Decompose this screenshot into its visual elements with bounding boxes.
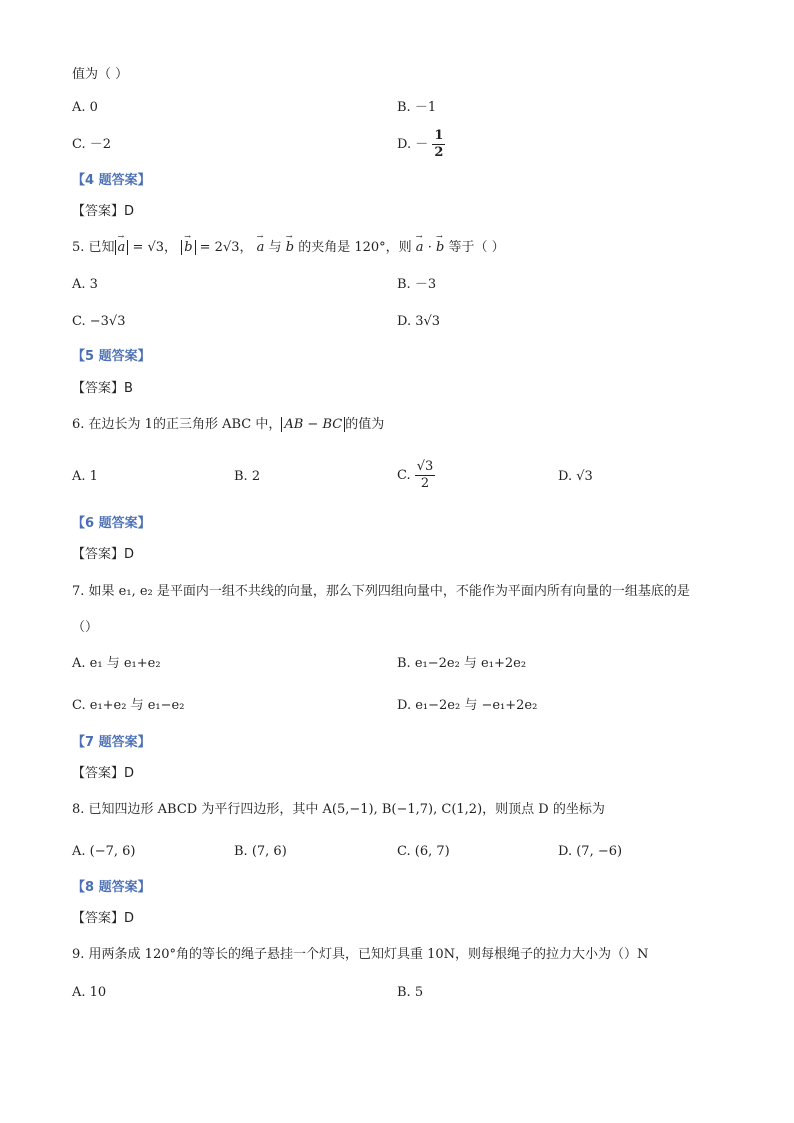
- q4-d-numerator: 1: [434, 128, 444, 143]
- q7-answer: 【答案】D: [72, 766, 135, 781]
- q4-d-denominator: 2: [434, 145, 444, 160]
- q7-paren: （）: [72, 620, 99, 635]
- q5-mid: 与: [268, 240, 282, 255]
- q5-vector-b-3: → b: [436, 239, 444, 257]
- q5-eq1: = √3，: [132, 240, 178, 255]
- q6-option-a: A. 1: [72, 469, 98, 484]
- q5-option-c: C. −3√3: [72, 314, 126, 329]
- q6-stem-1: 6. 在边长为 1的正三角形 ABC 中，: [72, 417, 282, 432]
- q7-answer-header: 【7 题答案】: [72, 735, 151, 750]
- q7-option-d: D. e₁−2e₂ 与 −e₁+2e₂: [397, 698, 538, 713]
- q8-option-a: A. (−7, 6): [72, 844, 136, 859]
- q7-option-b: B. e₁−2e₂ 与 e₁+2e₂: [397, 656, 527, 671]
- q7-option-c: C. e₁+e₂ 与 e₁−e₂: [72, 698, 185, 713]
- q5-vector-a-2: → a: [257, 239, 265, 257]
- q8-answer-header: 【8 题答案】: [72, 880, 151, 895]
- q6-answer: 【答案】D: [72, 547, 135, 562]
- q8-option-b: B. (7, 6): [234, 844, 287, 859]
- q8-option-d: D. (7, −6): [558, 844, 623, 859]
- q6-c-numerator: √3: [416, 459, 434, 474]
- q5-end: 等于（ ）: [448, 240, 505, 255]
- q7-stem: 7. 如果 e₁, e₂ 是平面内一组不共线的向量，那么下列四组向量中，不能作为平面内所有向量的一组基底的是: [72, 584, 690, 599]
- q5-vector-b: → b: [184, 239, 192, 257]
- q4-option-b: B. －1: [397, 100, 437, 115]
- q6-option-c: [397, 456, 435, 496]
- q6-stem-2: 的值为: [345, 417, 385, 432]
- q5-option-b: B. －3: [397, 277, 437, 292]
- q5-dot: ·: [427, 240, 432, 255]
- q5-eq2: = 2√3，: [199, 240, 253, 255]
- q4-answer-header: 【4 题答案】: [72, 173, 151, 188]
- q5-mid2: 的夹角是 120°，则: [298, 240, 412, 255]
- q6-stem: [72, 416, 384, 434]
- q8-stem: 8. 已知四边形 ABCD 为平行四边形，其中 A(5,−1), B(−1,7), C(1,2)，则顶点 D 的坐标为: [72, 802, 605, 817]
- q4-option-a: A. 0: [72, 100, 98, 115]
- q6-option-b: B. 2: [234, 469, 261, 484]
- q5-stem: [72, 239, 505, 257]
- q7-option-a: A. e₁ 与 e₁+e₂: [72, 656, 161, 671]
- q5-vector-a-3: → a: [416, 239, 424, 257]
- q9-option-b: B. 5: [397, 985, 424, 1000]
- q8-answer: 【答案】D: [72, 911, 135, 926]
- q5-option-a: A. 3: [72, 277, 98, 292]
- q5-vector-a: → a: [118, 239, 126, 257]
- q5-answer-header: 【5 题答案】: [72, 349, 151, 364]
- q5-vector-b-2: → b: [286, 239, 294, 257]
- q6-option-d: D. √3: [558, 469, 593, 484]
- q8-option-c: C. (6, 7): [397, 844, 450, 859]
- q6-expression: AB − BC: [281, 417, 345, 432]
- q4-option-d-prefix: D. －: [397, 137, 429, 152]
- q4-answer: 【答案】D: [72, 204, 135, 219]
- q4-stem-tail: 值为（ ）: [72, 67, 129, 82]
- q4-option-d: [397, 128, 445, 162]
- q6-c-denominator: 2: [420, 476, 430, 491]
- q9-stem: 9. 用两条成 120°角的等长的绳子悬挂一个灯具，已知灯具重 10N，则每根绳子的拉力大小为（）N: [72, 947, 649, 962]
- q5-number: 5. 已知: [72, 240, 115, 255]
- q5-answer: 【答案】B: [72, 381, 133, 396]
- q5-option-d: D. 3√3: [397, 314, 441, 329]
- q6-answer-header: 【6 题答案】: [72, 516, 151, 531]
- q4-option-c: C. －2: [72, 137, 112, 152]
- q6-option-c-prefix: C.: [397, 468, 411, 483]
- q9-option-a: A. 10: [72, 985, 107, 1000]
